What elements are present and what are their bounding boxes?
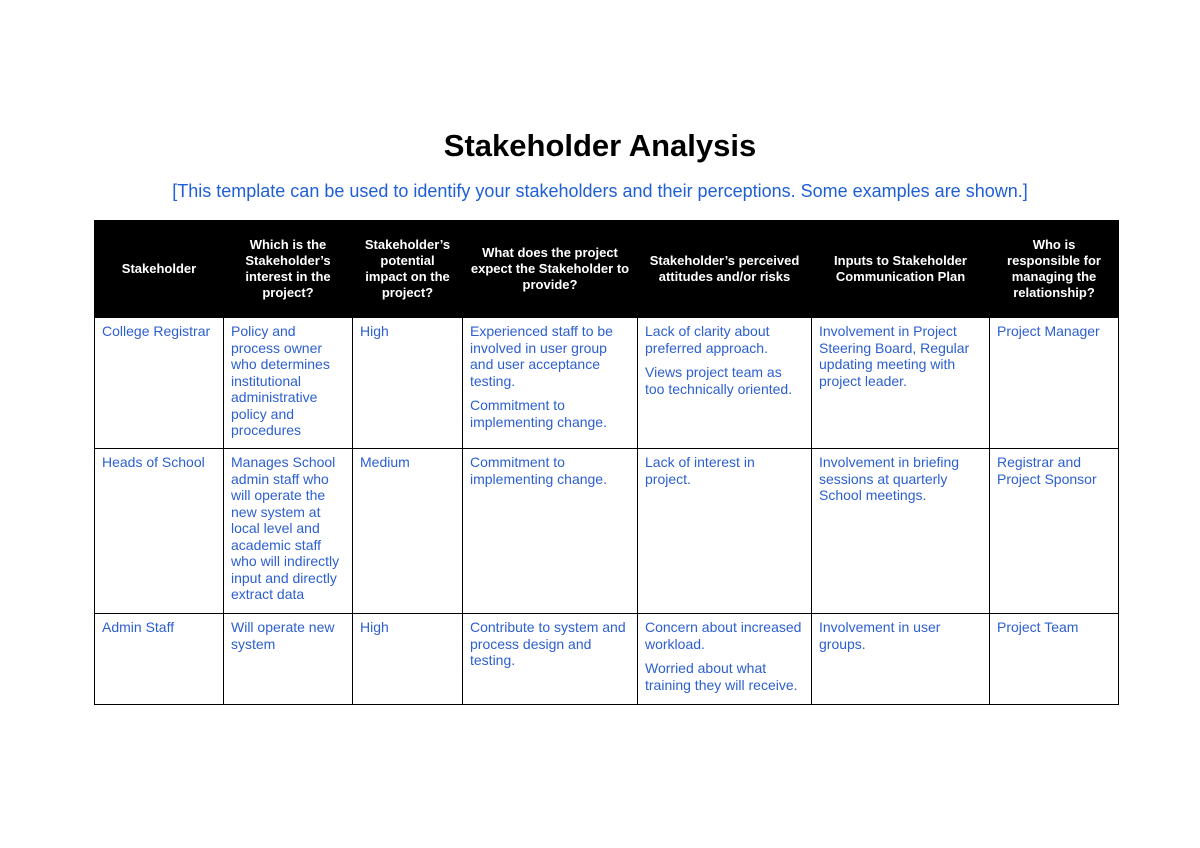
cell-communication: Involvement in Project Steering Board, Regular updating meeting with project leader. xyxy=(812,318,990,449)
cell-expectations xyxy=(463,318,638,449)
table-row xyxy=(95,449,1119,614)
cell-stakeholder: Heads of School xyxy=(95,449,224,614)
attitude-text: Views project team as too technically oriented. xyxy=(645,364,793,397)
expectation-text: Contribute to system and process design and testing. xyxy=(470,619,626,668)
expectation-text: Experienced staff to be involved in user group and user acceptance testing. xyxy=(470,323,613,389)
header-attitudes-risks: Stakeholder’s perceived attitudes and/or risks xyxy=(638,221,812,318)
header-impact: Stakeholder’s potential impact on the project? xyxy=(353,221,463,318)
cell-responsible: Project Team xyxy=(990,614,1119,705)
cell-expectations xyxy=(463,614,638,705)
expectation-text: Commitment to implementing change. xyxy=(470,397,607,430)
header-responsible: Who is responsible for managing the relationship? xyxy=(990,221,1119,318)
attitude-text: Lack of interest in project. xyxy=(645,454,755,487)
header-stakeholder: Stakeholder xyxy=(95,221,224,318)
cell-attitudes xyxy=(638,318,812,449)
cell-attitudes xyxy=(638,614,812,705)
attitude-text: Concern about increased workload. xyxy=(645,619,802,652)
cell-interest: Policy and process owner who determines institutional administrative policy and procedures xyxy=(224,318,353,449)
header-interest: Which is the Stakeholder’s interest in the project? xyxy=(224,221,353,318)
expectation-text: Commitment to implementing change. xyxy=(470,454,607,487)
table-row xyxy=(95,614,1119,705)
cell-stakeholder: Admin Staff xyxy=(95,614,224,705)
header-expectations: What does the project expect the Stakeholder to provide? xyxy=(463,221,638,318)
cell-responsible: Project Manager xyxy=(990,318,1119,449)
cell-stakeholder: College Registrar xyxy=(95,318,224,449)
page-title: Stakeholder Analysis xyxy=(443,128,757,163)
attitude-text: Lack of clarity about preferred approach. xyxy=(645,323,770,356)
attitude-text: Worried about what training they will receive. xyxy=(645,660,798,693)
cell-communication: Involvement in briefing sessions at quarterly School meetings. xyxy=(812,449,990,614)
header-communication-inputs: Inputs to Stakeholder Communication Plan xyxy=(812,221,990,318)
cell-attitudes xyxy=(638,449,812,614)
cell-impact: Medium xyxy=(353,449,463,614)
template-instructions: [This template can be used to identify your stakeholders and their perceptions. Some examples are shown.] xyxy=(172,181,1028,201)
table-row xyxy=(95,318,1119,449)
cell-impact: High xyxy=(353,318,463,449)
cell-impact: High xyxy=(353,614,463,705)
cell-expectations xyxy=(463,449,638,614)
stakeholder-table xyxy=(94,220,1119,705)
cell-communication: Involvement in user groups. xyxy=(812,614,990,705)
cell-interest: Will operate new system xyxy=(224,614,353,705)
cell-interest: Manages School admin staff who will operate the new system at local level and academic staff who will indirectly input and directly extract data xyxy=(224,449,353,614)
cell-responsible: Registrar and Project Sponsor xyxy=(990,449,1119,614)
table-header-row xyxy=(95,221,1119,318)
